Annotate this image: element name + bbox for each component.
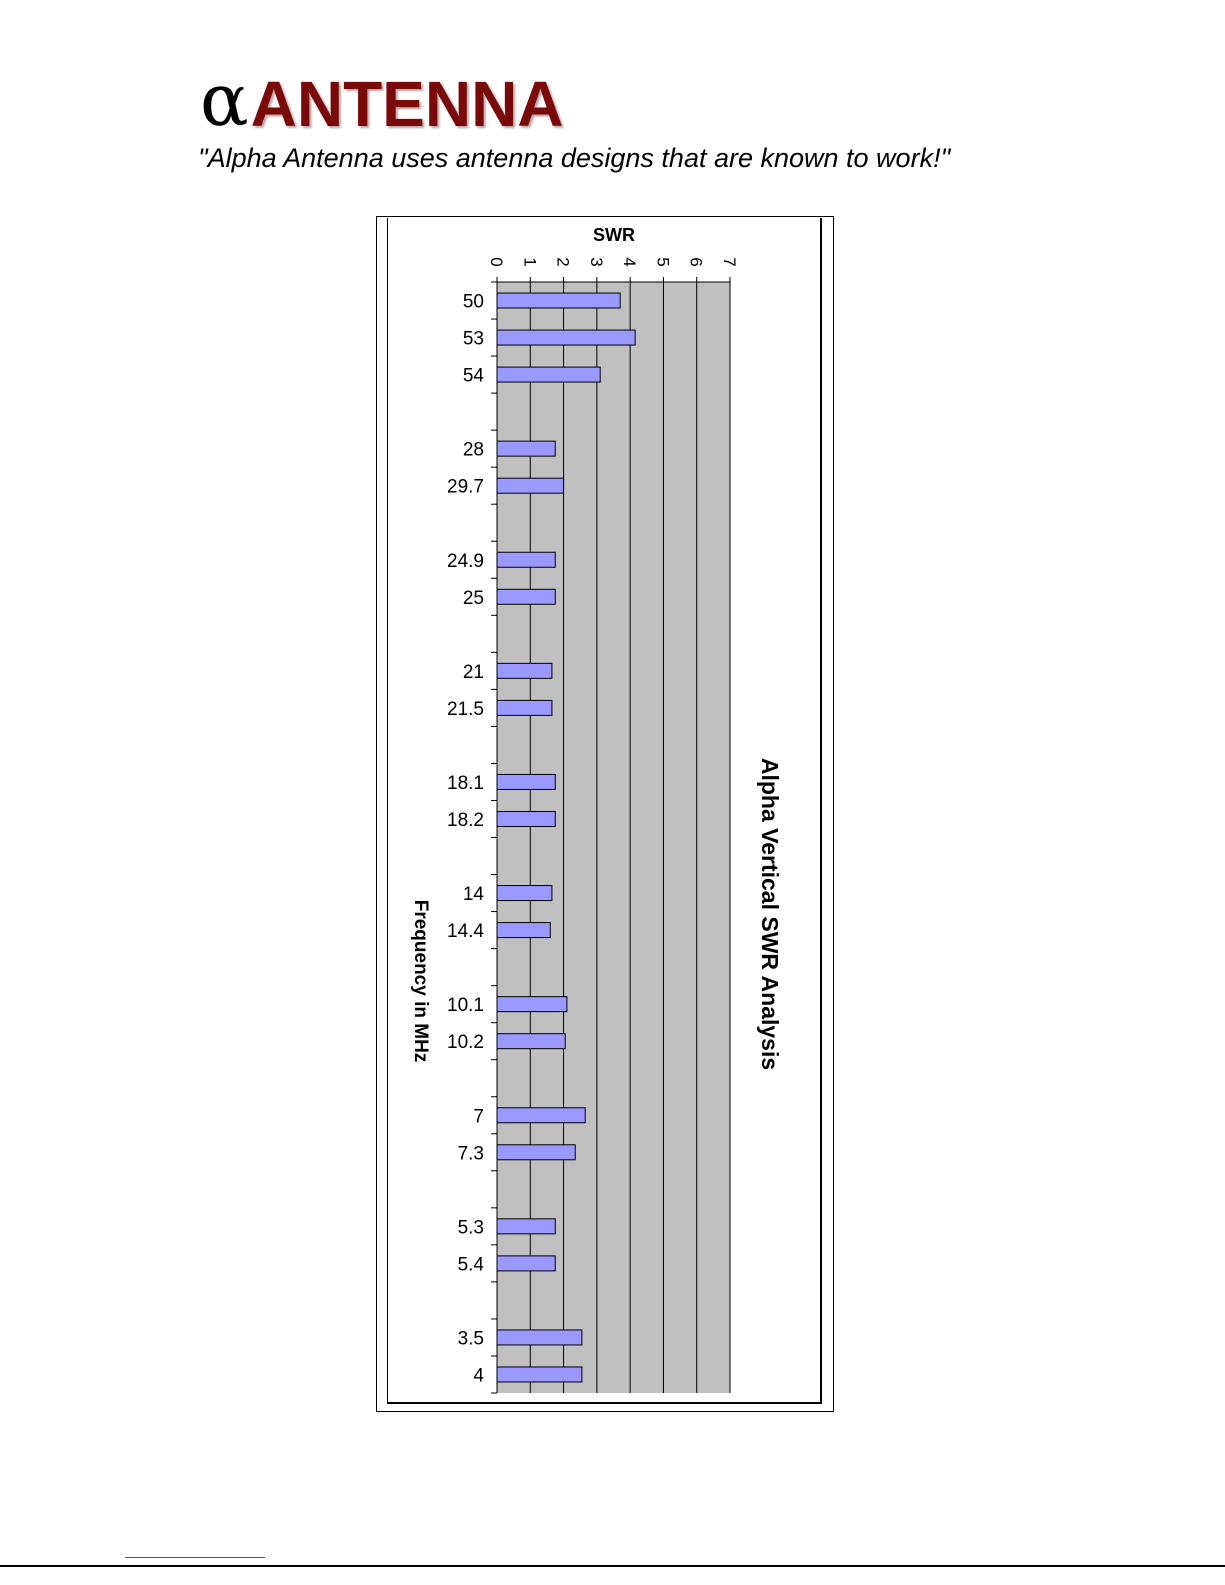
bar (497, 1219, 555, 1234)
x-tick-label: 7 (720, 257, 739, 267)
bar (497, 1367, 582, 1382)
y-tick-label: 14 (462, 884, 484, 906)
footer-link-underline[interactable] (125, 1557, 265, 1558)
bar (497, 293, 620, 308)
y-tick-label: 7.3 (457, 1143, 484, 1165)
x-tick-label: 2 (553, 257, 573, 267)
y-tick-label: 54 (462, 365, 484, 387)
bar (497, 1330, 582, 1345)
logo-alpha-symbol: α (200, 58, 249, 142)
y-tick-label: 50 (462, 291, 484, 313)
bar (497, 441, 555, 456)
bar (497, 367, 600, 382)
chart-title: Alpha Vertical SWR Analysis (757, 757, 783, 1071)
y-tick-label: 5.3 (457, 1217, 484, 1239)
y-tick-label: 3.5 (457, 1328, 484, 1350)
bar (497, 811, 555, 826)
y-tick-label: 53 (462, 328, 484, 350)
y-tick-label: 4 (473, 1365, 484, 1387)
y-tick-label: 18.1 (447, 772, 484, 794)
logo-wordmark: ANTENNA (250, 68, 564, 140)
y-tick-label: 28 (462, 439, 484, 461)
bar (497, 478, 564, 493)
bar (497, 663, 552, 678)
x-tick-label: 5 (653, 257, 673, 267)
y-tick-label: 10.1 (447, 995, 484, 1017)
x-tick-label: 1 (520, 257, 540, 267)
x-tick-label: 6 (686, 257, 706, 267)
bar (497, 589, 555, 604)
y-tick-label: 10.2 (447, 1032, 484, 1054)
x-tick-label: 0 (487, 257, 506, 267)
tagline: "Alpha Antenna uses antenna designs that are known to work!" (198, 143, 951, 173)
bar (497, 923, 550, 938)
y-tick-label: 7 (473, 1106, 484, 1128)
y-tick-label: 29.7 (447, 476, 484, 498)
bar (497, 997, 567, 1012)
bar (497, 552, 555, 567)
x-tick-label: 3 (586, 257, 606, 267)
y-tick-label: 5.4 (457, 1254, 484, 1276)
y-tick-label: 24.9 (447, 550, 484, 572)
bar (497, 700, 552, 715)
y-axis-title: Frequency in MHz (410, 899, 431, 1063)
bar (497, 1034, 565, 1049)
y-tick-label: 21.5 (447, 698, 484, 720)
bar (497, 1256, 555, 1271)
x-tick-label: 4 (620, 257, 640, 267)
bar (497, 330, 635, 345)
y-tick-label: 21 (462, 661, 484, 683)
x-axis-title: SWR (593, 225, 635, 245)
bar (497, 774, 555, 789)
y-tick-label: 14.4 (447, 921, 484, 943)
bar (497, 1145, 575, 1160)
footer-rule (0, 1565, 1225, 1567)
y-tick-label: 25 (462, 587, 484, 609)
y-tick-label: 18.2 (447, 809, 484, 831)
bar (497, 1108, 585, 1123)
bar (497, 886, 552, 901)
